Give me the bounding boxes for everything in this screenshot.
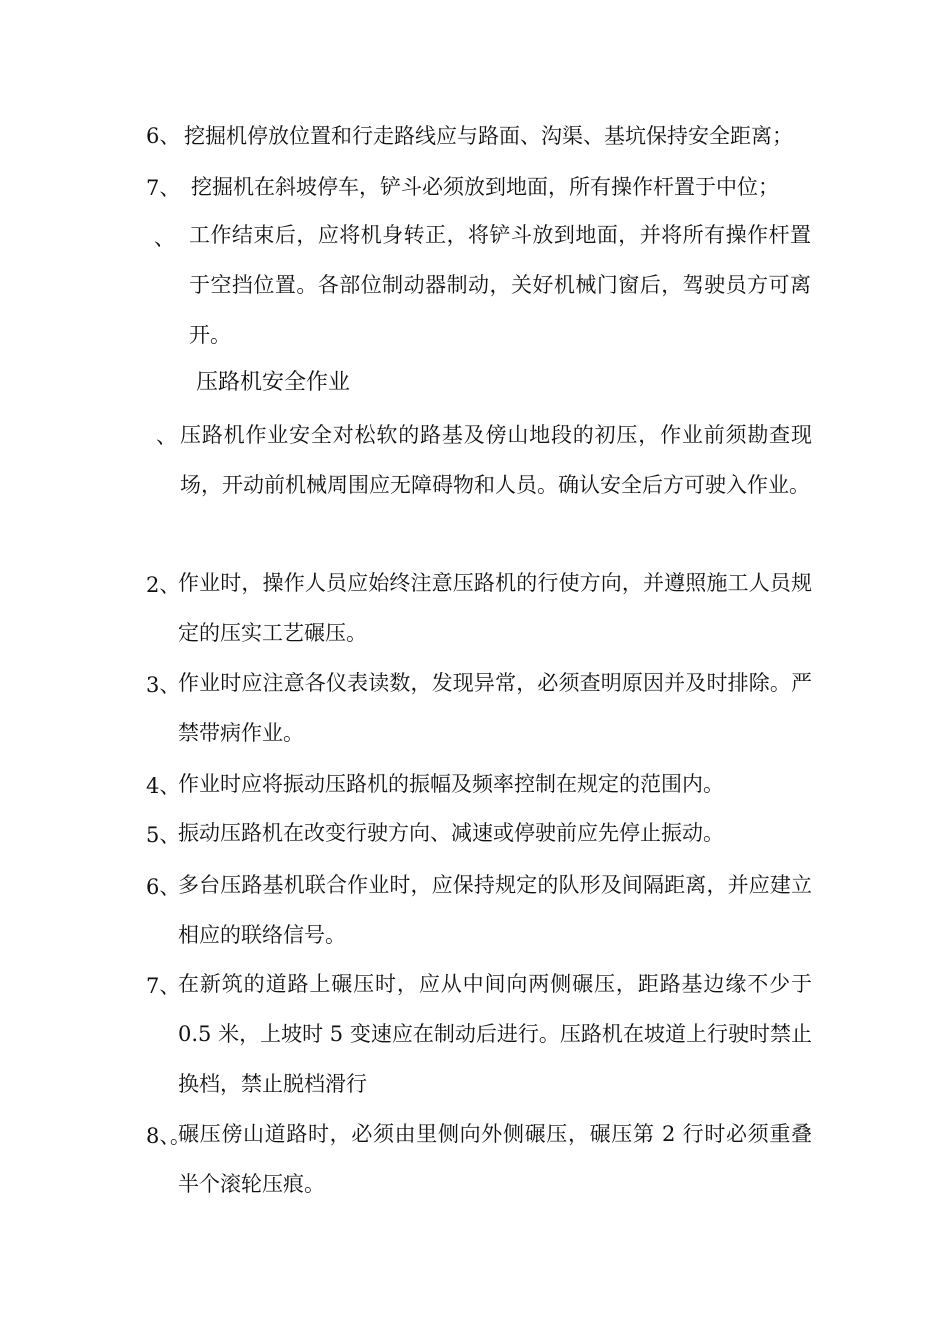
section-heading: 压路机安全作业 — [196, 370, 351, 395]
item-number: 8、。 — [146, 1124, 191, 1148]
item-number: 7、 — [146, 176, 181, 200]
item-text — [180, 410, 812, 510]
item-number: 4、 — [146, 774, 181, 798]
item-number: 2、 — [146, 573, 181, 597]
item-number: 6、 — [146, 124, 181, 148]
item-text: 工作结束后，应将机身转正，将铲斗放到地面，并将所有操作杆置于空挡位置。各部位制动器制动，关好机械门窗后，驾驶员方可离开。 — [189, 223, 811, 347]
item-text: 作业时，操作人员应始终注意压路机的行使方向，并遵照施工人员规定的压实工艺碾压。 — [178, 571, 812, 645]
item-text: 振动压路机在改变行驶方向、减速或停驶前应先停止振动。 — [178, 821, 724, 845]
item-text: 挖掘机在斜坡停车，铲斗必须放到地面，所有操作杆置于中位； — [191, 175, 779, 199]
item-text: 作业时应将振动压路机的振幅及频率控制在规定的范围内。 — [178, 772, 724, 796]
item-number: 、 — [156, 424, 177, 448]
item-number: 7、 — [146, 974, 181, 998]
item-text: 挖掘机停放位置和行走路线应与路面、沟渠、基坑保持安全距离； — [184, 124, 793, 148]
item-number: 5、 — [146, 823, 181, 847]
item-text: 碾压傍山道路时，必须由里侧向外侧碾压，碾压第 2 行时必须重叠半个滚轮压痕。 — [178, 1122, 812, 1196]
item-text-content: 压路机作业安全对松软的路基及傍山地段的初压，作业前须勘查现场，开动前机械周围应无障碍物和人员。确认安全后方可驶入作业。 — [180, 423, 812, 497]
item-text: 作业时应注意各仪表读数，发现异常，必须查明原因并及时排除。严禁带病作业。 — [178, 671, 812, 745]
item-number: 3、 — [146, 673, 181, 697]
item-number: 6、 — [146, 875, 181, 899]
item-text: 多台压路基机联合作业时，应保持规定的队形及间隔距离，并应建立相应的联络信号。 — [178, 873, 812, 947]
item-text: 在新筑的道路上碾压时，应从中间向两侧碾压，距路基边缘不少于 0.5 米，上坡时 5 变速应在制动后进行。压路机在坡道上行驶时禁止换档，禁止脱档滑行 — [178, 972, 812, 1096]
item-number: 、 — [154, 226, 175, 250]
